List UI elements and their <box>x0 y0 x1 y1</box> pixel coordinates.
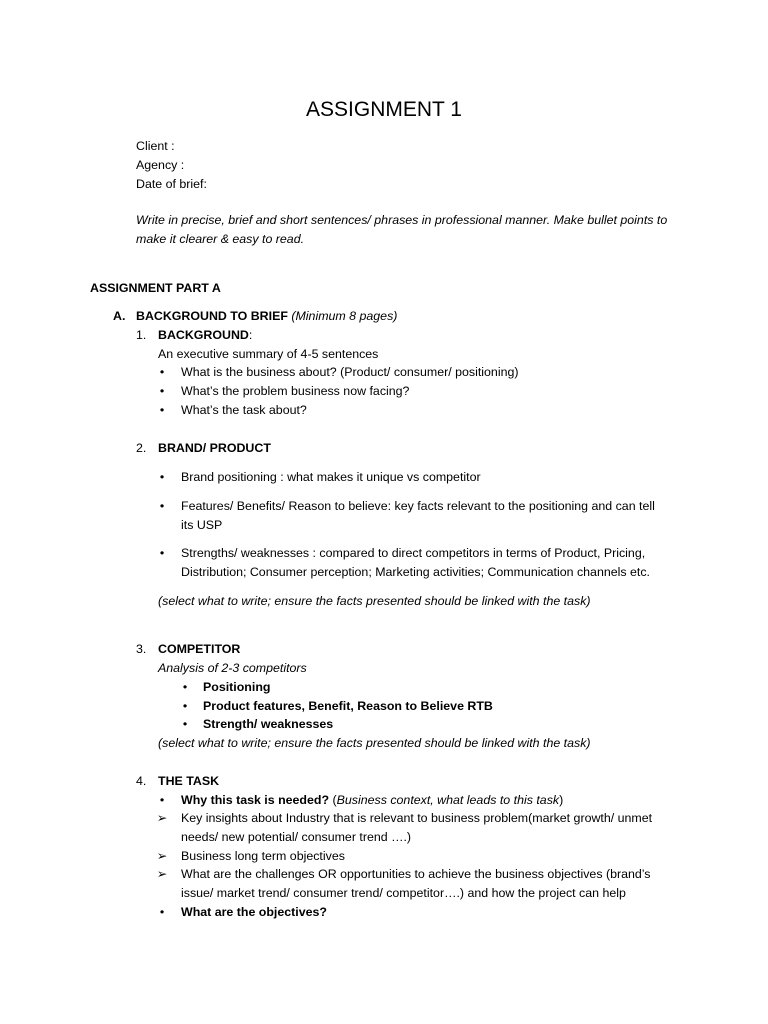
bullet-icon: • <box>159 905 165 919</box>
section-a-marker: A. <box>113 309 126 323</box>
question-1-close-paren: ) <box>559 793 564 807</box>
section-3-number: 3. <box>136 642 147 656</box>
bullet-icon: • <box>182 717 188 731</box>
section-4-challenges-line-2: issue/ market trend/ consumer trend/ competitor….) and how the project can help <box>181 886 626 900</box>
bullet-icon: • <box>159 384 165 398</box>
section-a-title: BACKGROUND TO BRIEF <box>136 309 288 323</box>
section-1-bullet: What’s the task about? <box>181 403 307 417</box>
section-2-bullet-strengths-line-2: Distribution; Consumer perception; Marketing activities; Communication channels etc. <box>181 565 650 579</box>
section-4-insight-line-1: Key insights about Industry that is relevant to business problem(market growth/ unmet <box>181 811 653 825</box>
bullet-icon: • <box>159 546 165 560</box>
question-1-open-paren: ( <box>329 793 337 807</box>
bullet-icon: • <box>159 499 165 513</box>
section-4-question-1 <box>181 791 563 810</box>
date-of-brief-field: Date of brief: <box>136 177 207 191</box>
client-field: Client : <box>136 139 175 153</box>
section-3-bullet: Positioning <box>203 680 271 694</box>
section-1-colon: : <box>248 328 253 342</box>
section-1-number: 1. <box>136 328 147 342</box>
section-2-number: 2. <box>136 441 147 455</box>
section-1-bullet: What is the business about? (Product/ consumer/ positioning) <box>181 365 519 379</box>
section-2-bullet-features-line-2: its USP <box>181 518 223 532</box>
arrow-bullet-icon: ➢ <box>156 849 168 863</box>
bullet-icon: • <box>182 680 188 694</box>
section-3-bullet: Strength/ weaknesses <box>203 717 334 731</box>
section-1-bullet: What’s the problem business now facing? <box>181 384 410 398</box>
section-3-bullet: Product features, Benefit, Reason to Believe RTB <box>203 699 493 713</box>
section-2-note: (select what to write; ensure the facts presented should be linked with the task) <box>158 594 591 608</box>
section-4-objectives-item: Business long term objectives <box>181 849 345 863</box>
section-1-intro: An executive summary of 4-5 sentences <box>158 347 379 361</box>
section-2-bullet-positioning: Brand positioning : what makes it unique vs competitor <box>181 470 481 484</box>
question-1-italic: Business context, what leads to this task <box>336 793 560 807</box>
instruction-line-1: Write in precise, brief and short sentences/ phrases in professional manner. Make bullet points to <box>136 213 668 227</box>
bullet-icon: • <box>159 403 165 417</box>
bullet-icon: • <box>159 365 165 379</box>
bullet-icon: • <box>182 699 188 713</box>
section-4-title: THE TASK <box>158 774 220 788</box>
bullet-icon: • <box>159 793 165 807</box>
section-a-heading <box>136 307 397 326</box>
section-4-challenges-line-1: What are the challenges OR opportunities to achieve the business objectives (brand’s <box>181 867 651 881</box>
section-a-note: (Minimum 8 pages) <box>291 309 398 323</box>
section-2-title: BRAND/ PRODUCT <box>158 441 271 455</box>
section-4-number: 4. <box>136 774 147 788</box>
section-1-title: BACKGROUND <box>158 328 249 342</box>
section-2-bullet-features-line-1: Features/ Benefits/ Reason to believe: key facts relevant to the positioning and can tell <box>181 499 655 513</box>
section-1-heading <box>158 326 252 345</box>
document-title: ASSIGNMENT 1 <box>306 98 462 121</box>
question-1-bold: Why this task is needed? <box>181 793 330 807</box>
instruction-line-2: make it clearer & easy to read. <box>136 232 305 246</box>
section-4-insight-line-2: needs/ new potential/ consumer trend ….) <box>181 830 412 844</box>
section-4-question-2: What are the objectives? <box>181 905 327 919</box>
bullet-icon: • <box>159 470 165 484</box>
section-3-intro: Analysis of 2-3 competitors <box>158 661 307 675</box>
arrow-bullet-icon: ➢ <box>156 811 168 825</box>
agency-field: Agency : <box>136 158 185 172</box>
section-3-title: COMPETITOR <box>158 642 241 656</box>
section-2-bullet-strengths-line-1: Strengths/ weaknesses : compared to direct competitors in terms of Product, Pricing, <box>181 546 646 560</box>
arrow-bullet-icon: ➢ <box>156 867 168 881</box>
part-a-heading: ASSIGNMENT PART A <box>90 281 221 295</box>
section-3-note: (select what to write; ensure the facts presented should be linked with the task) <box>158 736 591 750</box>
